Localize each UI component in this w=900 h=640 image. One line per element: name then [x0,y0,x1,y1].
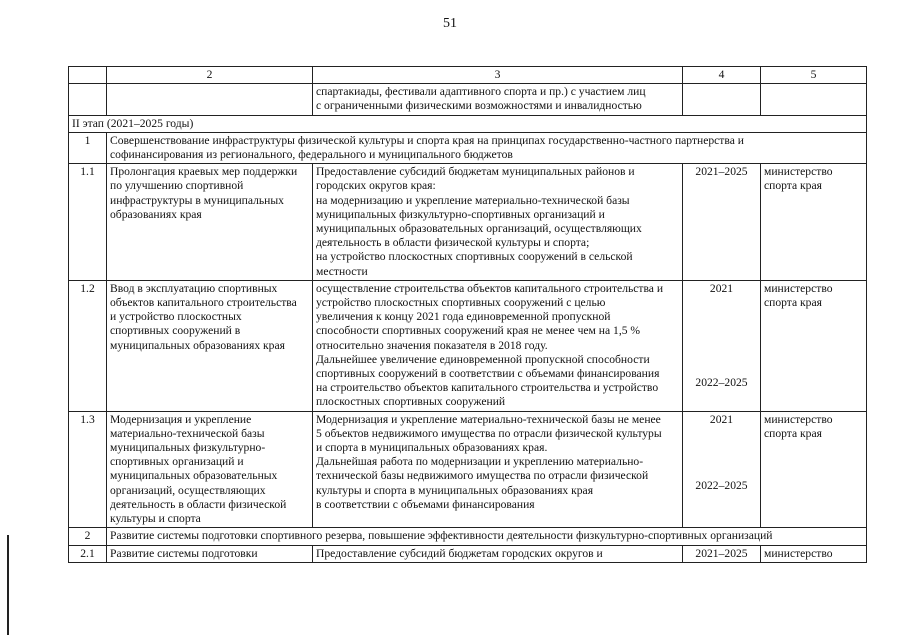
table-row [69,545,867,562]
table-cell [107,84,313,115]
row-year [683,280,761,411]
section-row-2 [69,528,867,545]
row-description: осуществление строительства объектов капитального строительства и устройство плоскостных спортивных сооружений с целью увеличения к концу 2021 года единовременной пропускной способности спортивных сооружений края не менее чем на 1,5 % относительно значения показателя в 2018 году. Дальнейшее увеличение единовременной пропускной способности спортивных сооружений в соответствии с объемами финансирования на строительство объектов капитального строительства и устройство плоскостных спортивных сооружений [313,280,683,411]
row-title: Ввод в эксплуатацию спортивных объектов капитального строительства и устройство плоскостных спортивных сооружений в муниципальных образованиях края [107,280,313,411]
row-title: Пролонгация краевых мер поддержки по улучшению спортивной инфраструктуры в муниципальных образованиях края [107,164,313,281]
table-row [69,411,867,528]
table-row-continuation [69,84,867,115]
row-year: 2021–2025 [683,545,761,562]
section-number: 2 [69,528,107,545]
row-responsible: министерство спорта края [761,164,867,281]
row-responsible: министерство [761,545,867,562]
row-title: Модернизация и укрепление материально-технической базы муниципальных физкультурно- спортивных организаций и муниципальных образовательных организаций, осуществляющих деятельность в области физической культуры и спорта [107,411,313,528]
row-year-primary: 2021 [709,412,734,426]
row-description: Модернизация и укрепление материально-технической базы не менее 5 объектов недвижимого имущества по отрасли физической культуры и спорта в муниципальных образованиях края. Дальнейшая работа по модернизации и укреплению материально- технической базы недвижимого имущества по отрасли физической культуры и спорта в муниципальных образованиях края в соответствии с объемами финансирования [313,411,683,528]
stage-label: II этап (2021–2025 годы) [69,115,867,132]
table-row [69,164,867,281]
row-year-primary: 2021 [709,281,734,295]
row-year-primary: 2021–2025 [695,165,748,179]
row-year-secondary: 2022–2025 [695,478,748,492]
header-cell-2: 2 [107,67,313,84]
section-row-1 [69,132,867,163]
row-responsible: министерство спорта края [761,411,867,528]
table-header-row [69,67,867,84]
row-number: 1.2 [69,280,107,411]
header-cell-1 [69,67,107,84]
row-number: 2.1 [69,545,107,562]
row-number: 1.3 [69,411,107,528]
section-title: Совершенствование инфраструктуры физической культуры и спорта края на принципах государственно-частного партнерства и софинансирования из регионального, федерального и муниципального бюджетов [107,132,867,163]
table-cell [69,84,107,115]
row-description: Предоставление субсидий бюджетам городских округов и [313,545,683,562]
row-title: Развитие системы подготовки [107,545,313,562]
header-cell-5: 5 [761,67,867,84]
header-cell-3: 3 [313,67,683,84]
table-row [69,280,867,411]
row-number: 1.1 [69,164,107,281]
row-responsible: министерство спорта края [761,280,867,411]
table-cell [683,84,761,115]
table-cell [761,84,867,115]
row-year [683,411,761,528]
section-title: Развитие системы подготовки спортивного резерва, повышение эффективности деятельности физкультурно-спортивных организаций [107,528,867,545]
margin-rule [7,535,9,635]
header-cell-4: 4 [683,67,761,84]
row-description: Предоставление субсидий бюджетам муниципальных районов и городских округов края: на модернизацию и укрепление материально-технической базы муниципальных физкультурно-спортивных организаций и муниципальных образовательных организаций, осуществляющих деятельность в области физической культуры и спорта; на устройство плоскостных спортивных сооружений в сельской местности [313,164,683,281]
section-number: 1 [69,132,107,163]
stage-row [69,115,867,132]
continuation-text: спартакиады, фестивали адаптивного спорта и пр.) с участием лиц с ограниченными физическими возможностями и инвалидностью [313,84,683,115]
page-number: 51 [443,16,457,31]
row-year [683,164,761,281]
row-year-secondary: 2022–2025 [695,376,748,390]
plan-table [68,66,867,563]
